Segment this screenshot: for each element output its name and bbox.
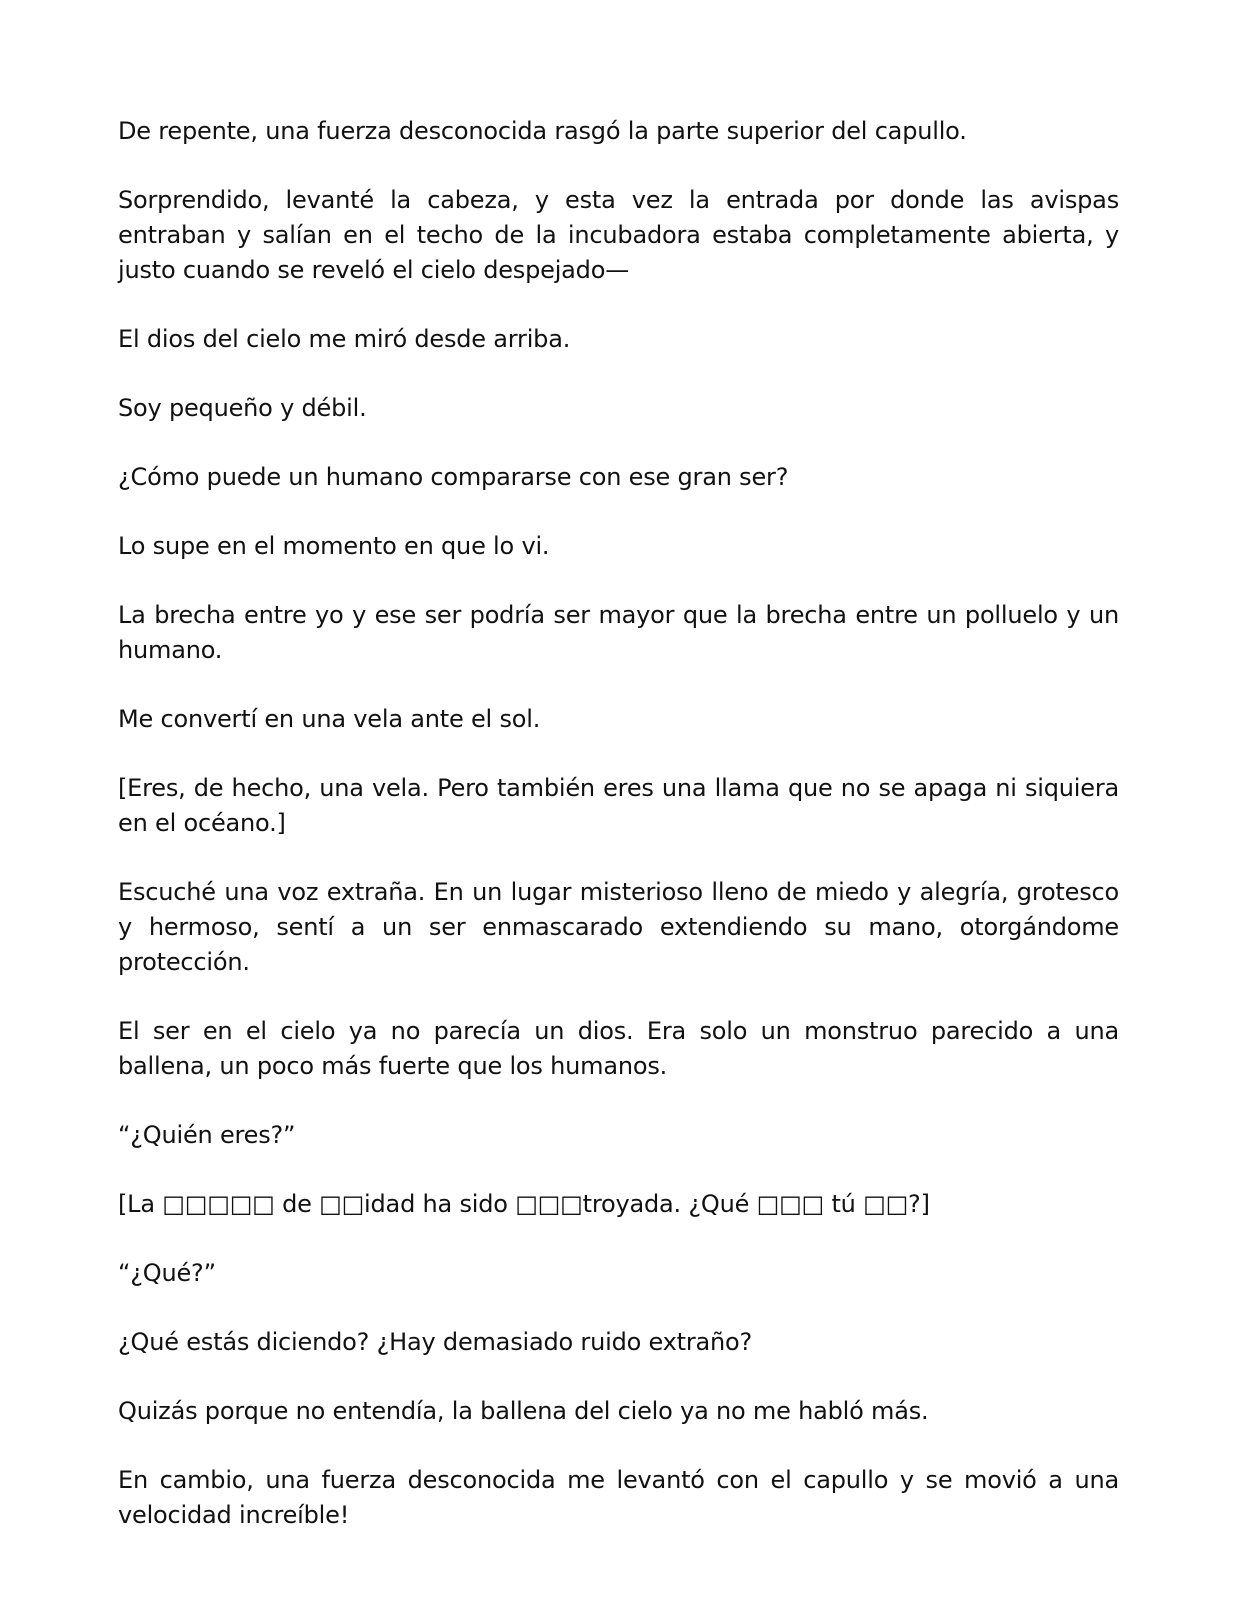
paragraph-14: “¿Qué?” bbox=[118, 1259, 216, 1287]
paragraph-15: ¿Qué estás diciendo? ¿Hay demasiado ruido extraño? bbox=[118, 1328, 753, 1356]
paragraph-6: Lo supe en el momento en que lo vi. bbox=[118, 532, 550, 560]
paragraph-10: Escuché una voz extraña. En un lugar misterioso lleno de miedo y alegría, grotesco y hermoso, sentí a un ser enmascarado extendiendo su mano, otorgándome protección. bbox=[118, 878, 1119, 976]
paragraph-11: El ser en el cielo ya no parecía un dios. Era solo un monstruo parecido a una ballena, un poco más fuerte que los humanos. bbox=[118, 1017, 1119, 1080]
paragraph-4: Soy pequeño y débil. bbox=[118, 394, 367, 422]
paragraph-3: El dios del cielo me miró desde arriba. bbox=[118, 325, 571, 353]
paragraph-12: “¿Quién eres?” bbox=[118, 1121, 296, 1149]
paragraph-17: En cambio, una fuerza desconocida me levantó con el capullo y se movió a una velocidad increíble! bbox=[118, 1466, 1119, 1529]
paragraph-13: [La □□□□□ de □□idad ha sido □□□troyada. ¿Qué □□□ tú □□?] bbox=[118, 1190, 930, 1218]
paragraph-9: [Eres, de hecho, una vela. Pero también eres una llama que no se apaga ni siquiera en el océano.] bbox=[118, 774, 1119, 837]
paragraph-1: De repente, una fuerza desconocida rasgó la parte superior del capullo. bbox=[118, 117, 967, 145]
document-body bbox=[118, 114, 1119, 1567]
paragraph-2: Sorprendido, levanté la cabeza, y esta vez la entrada por donde las avispas entraban y salían en el techo de la incubadora estaba completamente abierta, y justo cuando se reveló el cielo despejado— bbox=[118, 186, 1119, 284]
paragraph-16: Quizás porque no entendía, la ballena del cielo ya no me habló más. bbox=[118, 1397, 929, 1425]
paragraph-8: Me convertí en una vela ante el sol. bbox=[118, 705, 541, 733]
paragraph-5: ¿Cómo puede un humano compararse con ese gran ser? bbox=[118, 463, 789, 491]
paragraph-7: La brecha entre yo y ese ser podría ser mayor que la brecha entre un polluelo y un humano. bbox=[118, 601, 1119, 664]
